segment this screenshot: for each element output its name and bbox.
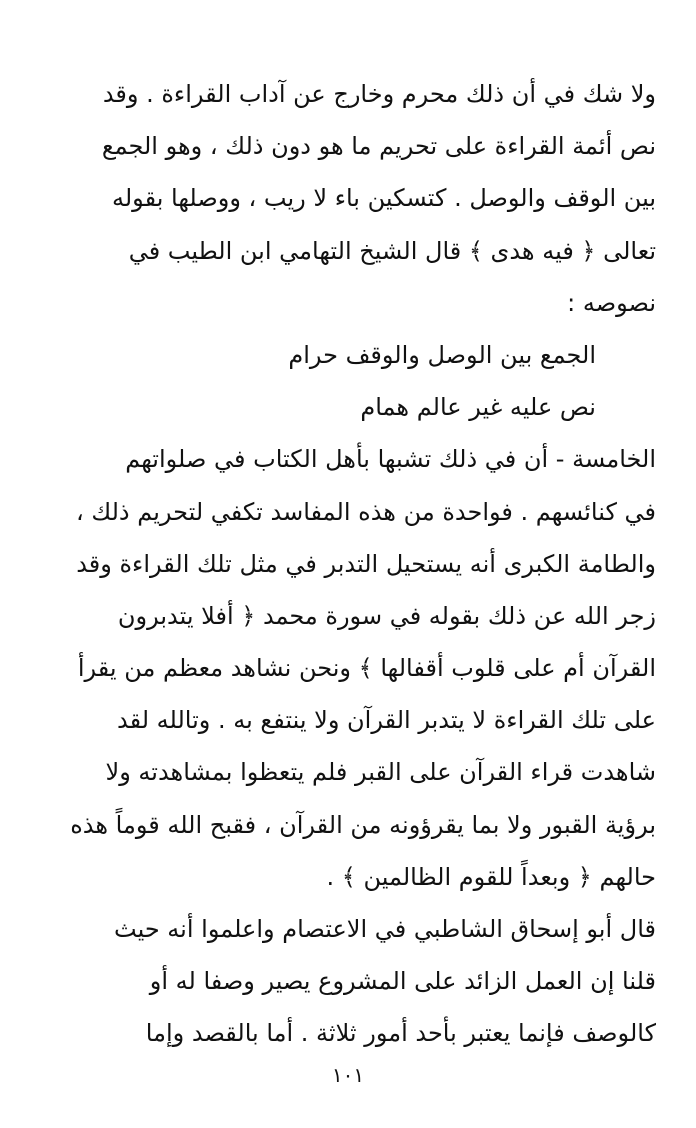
text-line: زجر الله عن ذلك بقوله في سورة محمد ﴿ أفلا يتدبرون: [117, 601, 656, 630]
text-line: قلنا إن العمل الزائد على المشروع يصير وصفا له أو: [149, 967, 656, 996]
text-line: قال أبو إسحاق الشاطبي في الاعتصام واعلموا أنه حيث: [114, 915, 656, 943]
text-line: القرآن أم على قلوب أقفالها ﴾ ونحن نشاهد معظم من يقرأ: [77, 654, 656, 683]
text-line: شاهدت قراء القرآن على القبر فلم يتعظوا بمشاهدته ولا: [105, 758, 656, 787]
text-line: نص أئمة القراءة على تحريم ما هو دون ذلك ، وهو الجمع: [101, 132, 656, 161]
text-line: نصوصه :: [567, 288, 656, 317]
text-line: على تلك القراءة لا يتدبر القرآن ولا ينتفع به . وتالله لقد: [116, 706, 656, 735]
text-line: الخامسة - أن في ذلك تشبها بأهل الكتاب في صلواتهم: [125, 445, 656, 474]
text-line: والطامة الكبرى أنه يستحيل التدبر في مثل تلك القراءة وقد: [76, 549, 656, 578]
poem-verse-line: الجمع بين الوصل والوقف حرام: [288, 340, 596, 369]
text-line: ولا شك في أن ذلك محرم وخارج عن آداب القراءة . وقد: [102, 80, 656, 108]
text-line: حالهم ﴿ وبعداً للقوم الظالمين ﴾ .: [326, 862, 656, 891]
text-line: تعالى ﴿ فيه هدى ﴾ قال الشيخ التهامي ابن الطيب في: [128, 236, 656, 265]
page-number: ١٠١: [331, 1063, 365, 1087]
body-text: [40, 68, 656, 1060]
text-line: كالوصف فإنما يعتبر بأحد أمور ثلاثة . أما بالقصد وإما: [145, 1019, 656, 1048]
text-line: برؤية القبور ولا بما يقرؤونه من القرآن ، فقبح الله قوماً هذه: [70, 810, 656, 839]
poem-verse-line: نص عليه غير عالم همام: [360, 393, 596, 422]
text-line: بين الوقف والوصل . كتسكين باء لا ريب ، ووصلها بقوله: [112, 184, 656, 213]
text-line: في كنائسهم . فواحدة من هذه المفاسد تكفي لتحريم ذلك ،: [75, 497, 656, 526]
